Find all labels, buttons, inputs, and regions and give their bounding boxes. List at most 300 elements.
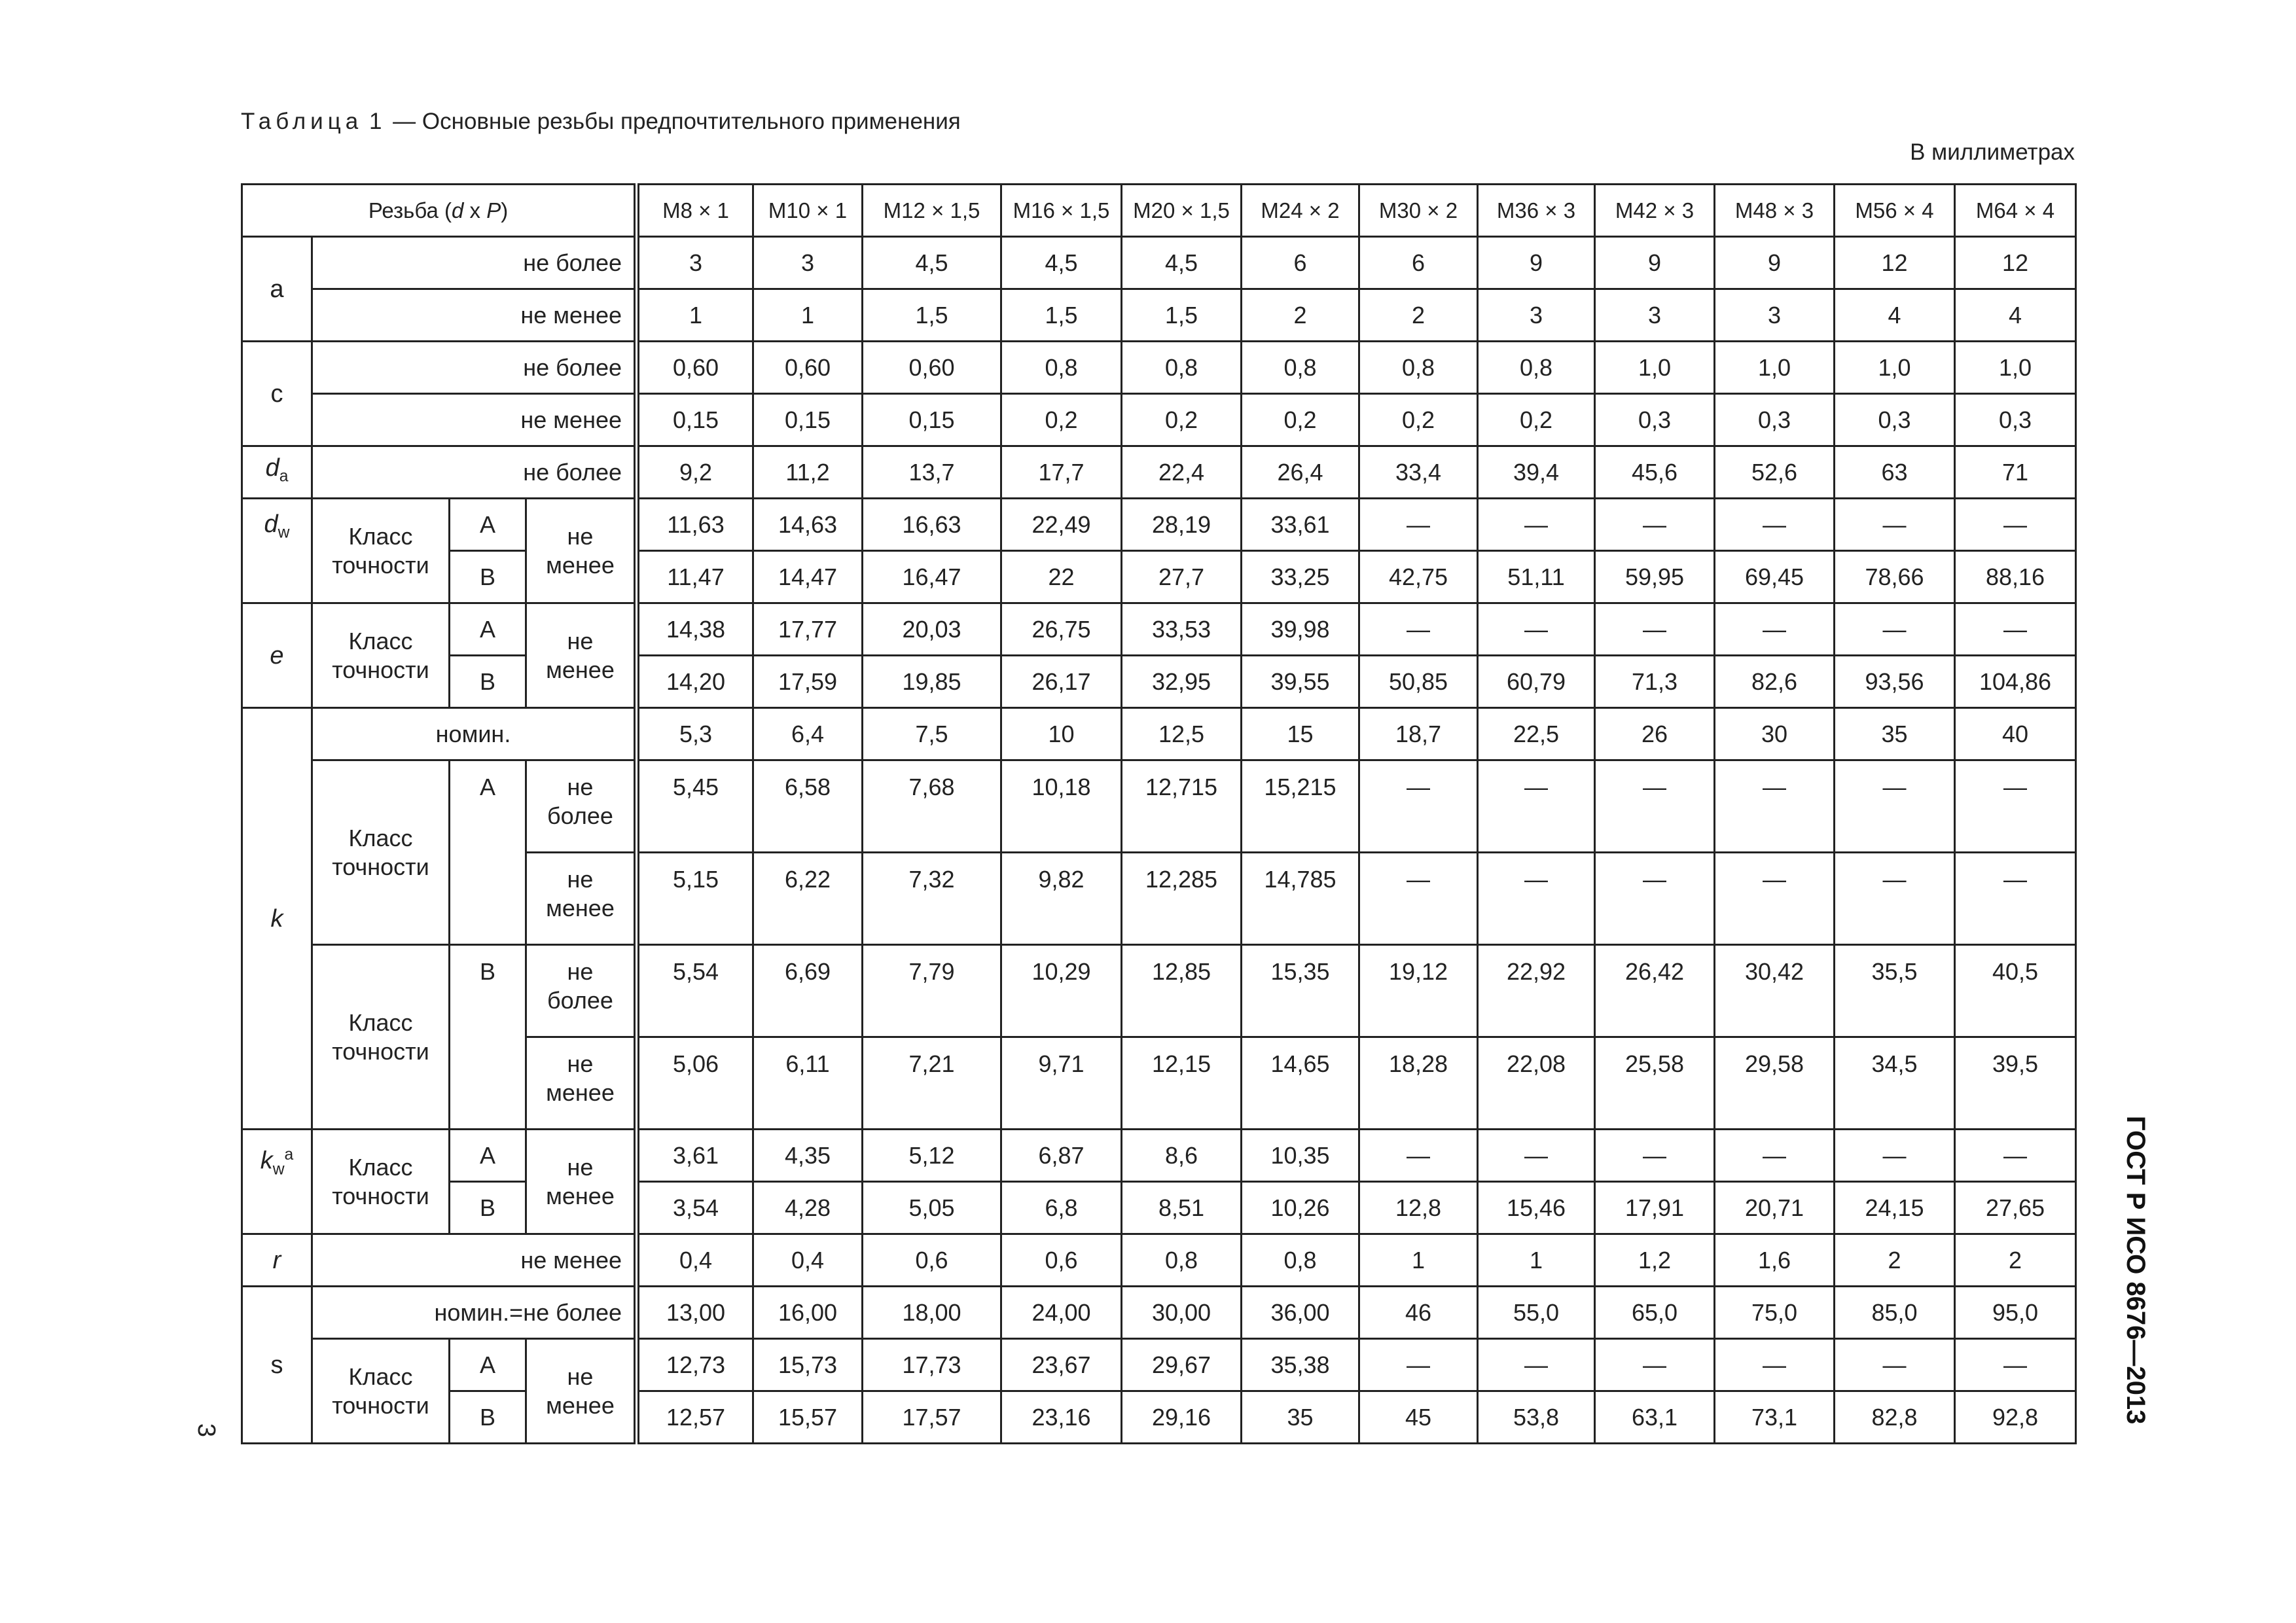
value-cell: 14,63 xyxy=(753,499,863,551)
value-cell: 5,05 xyxy=(863,1182,1001,1234)
value-cell: — xyxy=(1595,760,1715,853)
value-cell: 1 xyxy=(1359,1234,1478,1287)
value-cell: — xyxy=(1359,1339,1478,1391)
value-cell: 16,63 xyxy=(863,499,1001,551)
class-label: A xyxy=(450,603,526,656)
size-header: M36 × 3 xyxy=(1478,185,1595,237)
value-cell: 30 xyxy=(1715,708,1835,760)
value-cell: — xyxy=(1715,760,1835,853)
table-row xyxy=(242,446,2076,499)
value-cell: 32,95 xyxy=(1122,656,1242,708)
class-label: B xyxy=(450,656,526,708)
value-cell: 82,8 xyxy=(1835,1391,1955,1444)
value-cell: 52,6 xyxy=(1715,446,1835,499)
value-cell: 0,3 xyxy=(1715,394,1835,446)
value-cell: 0,2 xyxy=(1001,394,1122,446)
value-cell: 2 xyxy=(1359,289,1478,342)
value-cell: 14,47 xyxy=(753,551,863,603)
value-cell: 9 xyxy=(1478,237,1595,289)
value-cell: 39,4 xyxy=(1478,446,1595,499)
value-cell: 4,5 xyxy=(1001,237,1122,289)
value-cell: 12,285 xyxy=(1122,853,1242,945)
value-cell: 11,2 xyxy=(753,446,863,499)
symbol-kw: $k_w^a$ xyxy=(242,1130,312,1234)
value-cell: 18,7 xyxy=(1359,708,1478,760)
value-cell: 0,8 xyxy=(1242,1234,1359,1287)
value-cell: 15,73 xyxy=(753,1339,863,1391)
value-cell: 18,28 xyxy=(1359,1037,1478,1130)
value-cell: 10,35 xyxy=(1242,1130,1359,1182)
value-cell: — xyxy=(1478,1339,1595,1391)
value-cell: 9,82 xyxy=(1001,853,1122,945)
value-cell: 22 xyxy=(1001,551,1122,603)
value-cell: 35,5 xyxy=(1835,945,1955,1037)
value-cell: — xyxy=(1715,1130,1835,1182)
value-cell: 20,71 xyxy=(1715,1182,1835,1234)
value-cell: 24,15 xyxy=(1835,1182,1955,1234)
value-cell: 30,00 xyxy=(1122,1287,1242,1339)
table-row xyxy=(242,394,2076,446)
value-cell: 51,11 xyxy=(1478,551,1595,603)
value-cell: — xyxy=(1359,603,1478,656)
value-cell: 39,5 xyxy=(1955,1037,2076,1130)
symbol-e: e xyxy=(242,603,312,708)
value-cell: 18,00 xyxy=(863,1287,1001,1339)
value-cell: 39,55 xyxy=(1242,656,1359,708)
value-cell: 7,5 xyxy=(863,708,1001,760)
class-label: B xyxy=(450,1182,526,1234)
value-cell: — xyxy=(1595,1130,1715,1182)
value-cell: 46 xyxy=(1359,1287,1478,1339)
table-row xyxy=(242,342,2076,394)
value-cell: 30,42 xyxy=(1715,945,1835,1037)
value-cell: 82,6 xyxy=(1715,656,1835,708)
value-cell: 26,17 xyxy=(1001,656,1122,708)
table-row xyxy=(242,1130,2076,1182)
value-cell: 23,67 xyxy=(1001,1339,1122,1391)
value-cell: 0,3 xyxy=(1955,394,2076,446)
value-cell: 3 xyxy=(1715,289,1835,342)
value-cell: — xyxy=(1835,760,1955,853)
value-cell: 1,5 xyxy=(1122,289,1242,342)
value-cell: 23,16 xyxy=(1001,1391,1122,1444)
value-cell: 10 xyxy=(1001,708,1122,760)
value-cell: — xyxy=(1955,499,2076,551)
value-cell: 28,19 xyxy=(1122,499,1242,551)
value-cell: 9 xyxy=(1715,237,1835,289)
value-cell: 12 xyxy=(1835,237,1955,289)
value-cell: — xyxy=(1478,1130,1595,1182)
value-cell: 1 xyxy=(1478,1234,1595,1287)
value-cell: 0,6 xyxy=(863,1234,1001,1287)
value-cell: 0,60 xyxy=(637,342,753,394)
table-row xyxy=(242,499,2076,551)
limit-label: не более xyxy=(312,446,637,499)
value-cell: 3 xyxy=(753,237,863,289)
value-cell: 9,71 xyxy=(1001,1037,1122,1130)
class-label: A xyxy=(450,499,526,551)
value-cell: 29,58 xyxy=(1715,1037,1835,1130)
value-cell: 0,8 xyxy=(1122,342,1242,394)
value-cell: 4,28 xyxy=(753,1182,863,1234)
value-cell: 0,6 xyxy=(1001,1234,1122,1287)
value-cell: 15,46 xyxy=(1478,1182,1595,1234)
value-cell: 5,06 xyxy=(637,1037,753,1130)
value-cell: 3 xyxy=(1595,289,1715,342)
table-row xyxy=(242,1287,2076,1339)
value-cell: 5,3 xyxy=(637,708,753,760)
class-label: B xyxy=(450,945,526,1130)
caption-text: — Основные резьбы предпочтительного применения xyxy=(393,109,961,134)
value-cell: 34,5 xyxy=(1835,1037,1955,1130)
value-cell: 59,95 xyxy=(1595,551,1715,603)
value-cell: 0,4 xyxy=(753,1234,863,1287)
value-cell: — xyxy=(1595,1339,1715,1391)
value-cell: 6 xyxy=(1242,237,1359,289)
value-cell: — xyxy=(1835,603,1955,656)
value-cell: 24,00 xyxy=(1001,1287,1122,1339)
value-cell: 2 xyxy=(1835,1234,1955,1287)
value-cell: — xyxy=(1595,603,1715,656)
value-cell: 5,45 xyxy=(637,760,753,853)
value-cell: 17,91 xyxy=(1595,1182,1715,1234)
value-cell: 50,85 xyxy=(1359,656,1478,708)
nominal-label: номин. xyxy=(312,708,637,760)
limit-label: не менее xyxy=(526,499,637,603)
limit-label: не более xyxy=(312,342,637,394)
size-header: M48 × 3 xyxy=(1715,185,1835,237)
class-label: B xyxy=(450,1391,526,1444)
limit-label: не менее xyxy=(526,853,637,945)
size-header: M20 × 1,5 xyxy=(1122,185,1242,237)
value-cell: 0,2 xyxy=(1242,394,1359,446)
limit-label: не менее xyxy=(526,1339,637,1444)
value-cell: 13,7 xyxy=(863,446,1001,499)
value-cell: 12,15 xyxy=(1122,1037,1242,1130)
value-cell: 3,61 xyxy=(637,1130,753,1182)
value-cell: 16,47 xyxy=(863,551,1001,603)
value-cell: 88,16 xyxy=(1955,551,2076,603)
value-cell: 1,2 xyxy=(1595,1234,1715,1287)
value-cell: 1,0 xyxy=(1715,342,1835,394)
value-cell: — xyxy=(1835,499,1955,551)
value-cell: — xyxy=(1955,603,2076,656)
value-cell: 16,00 xyxy=(753,1287,863,1339)
value-cell: 2 xyxy=(1242,289,1359,342)
limit-label: не менее xyxy=(526,1037,637,1130)
value-cell: 0,2 xyxy=(1478,394,1595,446)
value-cell: 0,8 xyxy=(1122,1234,1242,1287)
value-cell: — xyxy=(1715,499,1835,551)
value-cell: 104,86 xyxy=(1955,656,2076,708)
value-cell: 10,18 xyxy=(1001,760,1122,853)
value-cell: 0,15 xyxy=(637,394,753,446)
value-cell: 17,59 xyxy=(753,656,863,708)
value-cell: 45 xyxy=(1359,1391,1478,1444)
value-cell: 0,8 xyxy=(1359,342,1478,394)
limit-label: не менее xyxy=(312,394,637,446)
value-cell: 2 xyxy=(1955,1234,2076,1287)
value-cell: 12,85 xyxy=(1122,945,1242,1037)
accuracy-class-label: Класс точности xyxy=(312,1339,450,1444)
value-cell: 40,5 xyxy=(1955,945,2076,1037)
value-cell: 26,75 xyxy=(1001,603,1122,656)
value-cell: 3 xyxy=(637,237,753,289)
size-header: M64 × 4 xyxy=(1955,185,2076,237)
limit-label: не менее xyxy=(312,1234,637,1287)
value-cell: 10,26 xyxy=(1242,1182,1359,1234)
value-cell: 63 xyxy=(1835,446,1955,499)
value-cell: — xyxy=(1835,853,1955,945)
value-cell: — xyxy=(1955,1339,2076,1391)
value-cell: 7,21 xyxy=(863,1037,1001,1130)
value-cell: 63,1 xyxy=(1595,1391,1715,1444)
page-number: 3 xyxy=(192,1423,221,1438)
value-cell: 85,0 xyxy=(1835,1287,1955,1339)
value-cell: 4,5 xyxy=(1122,237,1242,289)
value-cell: — xyxy=(1595,499,1715,551)
value-cell: 3 xyxy=(1478,289,1595,342)
value-cell: — xyxy=(1359,760,1478,853)
value-cell: 35,38 xyxy=(1242,1339,1359,1391)
value-cell: 14,785 xyxy=(1242,853,1359,945)
value-cell: 7,79 xyxy=(863,945,1001,1037)
size-header: M10 × 1 xyxy=(753,185,863,237)
value-cell: 5,15 xyxy=(637,853,753,945)
value-cell: 22,5 xyxy=(1478,708,1595,760)
limit-label: не менее xyxy=(312,289,637,342)
value-cell: — xyxy=(1478,853,1595,945)
value-cell: 55,0 xyxy=(1478,1287,1595,1339)
value-cell: 12,715 xyxy=(1122,760,1242,853)
value-cell: 33,53 xyxy=(1122,603,1242,656)
symbol-da: $d_a$ xyxy=(242,446,312,499)
value-cell: — xyxy=(1835,1339,1955,1391)
value-cell: 29,16 xyxy=(1122,1391,1242,1444)
value-cell: 12,5 xyxy=(1122,708,1242,760)
value-cell: 11,63 xyxy=(637,499,753,551)
value-cell: 4 xyxy=(1835,289,1955,342)
value-cell: — xyxy=(1955,853,2076,945)
size-header: M8 × 1 xyxy=(637,185,753,237)
table-row xyxy=(242,656,2076,708)
value-cell: 65,0 xyxy=(1595,1287,1715,1339)
value-cell: 42,75 xyxy=(1359,551,1478,603)
value-cell: — xyxy=(1478,603,1595,656)
table-row xyxy=(242,289,2076,342)
accuracy-class-label: Класс точности xyxy=(312,1130,450,1234)
table-row xyxy=(242,945,2076,1037)
value-cell: 75,0 xyxy=(1715,1287,1835,1339)
value-cell: 27,7 xyxy=(1122,551,1242,603)
value-cell: 0,60 xyxy=(863,342,1001,394)
accuracy-class-label: Класс точности xyxy=(312,760,450,945)
caption-label: Таблица xyxy=(241,109,363,134)
value-cell: 14,38 xyxy=(637,603,753,656)
value-cell: 13,00 xyxy=(637,1287,753,1339)
value-cell: — xyxy=(1715,603,1835,656)
value-cell: 0,15 xyxy=(753,394,863,446)
value-cell: 78,66 xyxy=(1835,551,1955,603)
value-cell: — xyxy=(1955,760,2076,853)
table-row xyxy=(242,237,2076,289)
value-cell: — xyxy=(1478,499,1595,551)
value-cell: 20,03 xyxy=(863,603,1001,656)
value-cell: 5,54 xyxy=(637,945,753,1037)
nominal-label: номин.=не более xyxy=(312,1287,637,1339)
header-row xyxy=(242,185,2076,237)
value-cell: 7,32 xyxy=(863,853,1001,945)
value-cell: 5,12 xyxy=(863,1130,1001,1182)
value-cell: 95,0 xyxy=(1955,1287,2076,1339)
value-cell: 33,4 xyxy=(1359,446,1478,499)
value-cell: 0,60 xyxy=(753,342,863,394)
value-cell: 1,5 xyxy=(1001,289,1122,342)
limit-label: не более xyxy=(526,760,637,853)
value-cell: 17,57 xyxy=(863,1391,1001,1444)
table-row xyxy=(242,708,2076,760)
value-cell: 73,1 xyxy=(1715,1391,1835,1444)
value-cell: 1,0 xyxy=(1835,342,1955,394)
value-cell: 12 xyxy=(1955,237,2076,289)
accuracy-class-label: Класс точности xyxy=(312,603,450,708)
value-cell: 7,68 xyxy=(863,760,1001,853)
table-row xyxy=(242,760,2076,853)
value-cell: 6,58 xyxy=(753,760,863,853)
value-cell: 1,5 xyxy=(863,289,1001,342)
value-cell: — xyxy=(1955,1130,2076,1182)
value-cell: 1 xyxy=(637,289,753,342)
value-cell: 6,22 xyxy=(753,853,863,945)
value-cell: 35 xyxy=(1835,708,1955,760)
size-header: M30 × 2 xyxy=(1359,185,1478,237)
value-cell: 0,3 xyxy=(1835,394,1955,446)
value-cell: 0,3 xyxy=(1595,394,1715,446)
value-cell: — xyxy=(1835,1130,1955,1182)
value-cell: 15 xyxy=(1242,708,1359,760)
symbol-c: c xyxy=(242,342,312,446)
value-cell: 1,0 xyxy=(1955,342,2076,394)
class-label: A xyxy=(450,1339,526,1391)
value-cell: — xyxy=(1478,760,1595,853)
value-cell: 0,2 xyxy=(1359,394,1478,446)
value-cell: 15,215 xyxy=(1242,760,1359,853)
value-cell: 0,15 xyxy=(863,394,1001,446)
size-header: M56 × 4 xyxy=(1835,185,1955,237)
value-cell: 0,8 xyxy=(1242,342,1359,394)
value-cell: 1,0 xyxy=(1595,342,1715,394)
value-cell: 14,65 xyxy=(1242,1037,1359,1130)
value-cell: 6,11 xyxy=(753,1037,863,1130)
value-cell: 11,47 xyxy=(637,551,753,603)
value-cell: — xyxy=(1715,1339,1835,1391)
value-cell: 33,61 xyxy=(1242,499,1359,551)
table-row xyxy=(242,551,2076,603)
value-cell: 22,49 xyxy=(1001,499,1122,551)
value-cell: 26 xyxy=(1595,708,1715,760)
symbol-dw: $d_w$ xyxy=(242,499,312,603)
value-cell: 92,8 xyxy=(1955,1391,2076,1444)
value-cell: 0,8 xyxy=(1478,342,1595,394)
value-cell: 40 xyxy=(1955,708,2076,760)
value-cell: 22,08 xyxy=(1478,1037,1595,1130)
value-cell: 45,6 xyxy=(1595,446,1715,499)
value-cell: — xyxy=(1715,853,1835,945)
value-cell: — xyxy=(1359,853,1478,945)
value-cell: 10,29 xyxy=(1001,945,1122,1037)
class-label: B xyxy=(450,551,526,603)
size-header: M24 × 2 xyxy=(1242,185,1359,237)
value-cell: 1 xyxy=(753,289,863,342)
accuracy-class-label: Класс точности xyxy=(312,945,450,1130)
table-row xyxy=(242,1391,2076,1444)
value-cell: 60,79 xyxy=(1478,656,1595,708)
symbol-k: k xyxy=(242,708,312,1130)
value-cell: 12,8 xyxy=(1359,1182,1478,1234)
value-cell: 9 xyxy=(1595,237,1715,289)
symbol-s: s xyxy=(242,1287,312,1444)
value-cell: 39,98 xyxy=(1242,603,1359,656)
value-cell: 12,73 xyxy=(637,1339,753,1391)
thread-header: Резьба (d x P) xyxy=(242,185,637,237)
size-header: M12 × 1,5 xyxy=(863,185,1001,237)
table-row xyxy=(242,1339,2076,1391)
value-cell: 12,57 xyxy=(637,1391,753,1444)
value-cell: 6,69 xyxy=(753,945,863,1037)
table-row xyxy=(242,1234,2076,1287)
value-cell: 26,4 xyxy=(1242,446,1359,499)
value-cell: 19,85 xyxy=(863,656,1001,708)
value-cell: 8,51 xyxy=(1122,1182,1242,1234)
value-cell: 17,7 xyxy=(1001,446,1122,499)
value-cell: 27,65 xyxy=(1955,1182,2076,1234)
value-cell: 22,92 xyxy=(1478,945,1595,1037)
table-row xyxy=(242,1182,2076,1234)
value-cell: 1,6 xyxy=(1715,1234,1835,1287)
value-cell: 0,8 xyxy=(1001,342,1122,394)
value-cell: 25,58 xyxy=(1595,1037,1715,1130)
value-cell: 6 xyxy=(1359,237,1478,289)
value-cell: 29,67 xyxy=(1122,1339,1242,1391)
limit-label: не менее xyxy=(526,603,637,708)
value-cell: — xyxy=(1359,499,1478,551)
table-caption xyxy=(241,109,961,135)
symbol-a: a xyxy=(242,237,312,342)
value-cell: 26,42 xyxy=(1595,945,1715,1037)
value-cell: 17,73 xyxy=(863,1339,1001,1391)
value-cell: 3,54 xyxy=(637,1182,753,1234)
units-note: В миллиметрах xyxy=(1910,139,2075,165)
size-header: M42 × 3 xyxy=(1595,185,1715,237)
symbol-r: r xyxy=(242,1234,312,1287)
value-cell: — xyxy=(1359,1130,1478,1182)
value-cell: 22,4 xyxy=(1122,446,1242,499)
class-label: A xyxy=(450,760,526,945)
limit-label: не менее xyxy=(526,1130,637,1234)
value-cell: 35 xyxy=(1242,1391,1359,1444)
value-cell: 71,3 xyxy=(1595,656,1715,708)
value-cell: 33,25 xyxy=(1242,551,1359,603)
table-row xyxy=(242,603,2076,656)
value-cell: 15,35 xyxy=(1242,945,1359,1037)
size-header: M16 × 1,5 xyxy=(1001,185,1122,237)
value-cell: 36,00 xyxy=(1242,1287,1359,1339)
value-cell: 15,57 xyxy=(753,1391,863,1444)
value-cell: 8,6 xyxy=(1122,1130,1242,1182)
caption-number: 1 xyxy=(368,109,387,134)
value-cell: 19,12 xyxy=(1359,945,1478,1037)
accuracy-class-label: Класс точности xyxy=(312,499,450,603)
